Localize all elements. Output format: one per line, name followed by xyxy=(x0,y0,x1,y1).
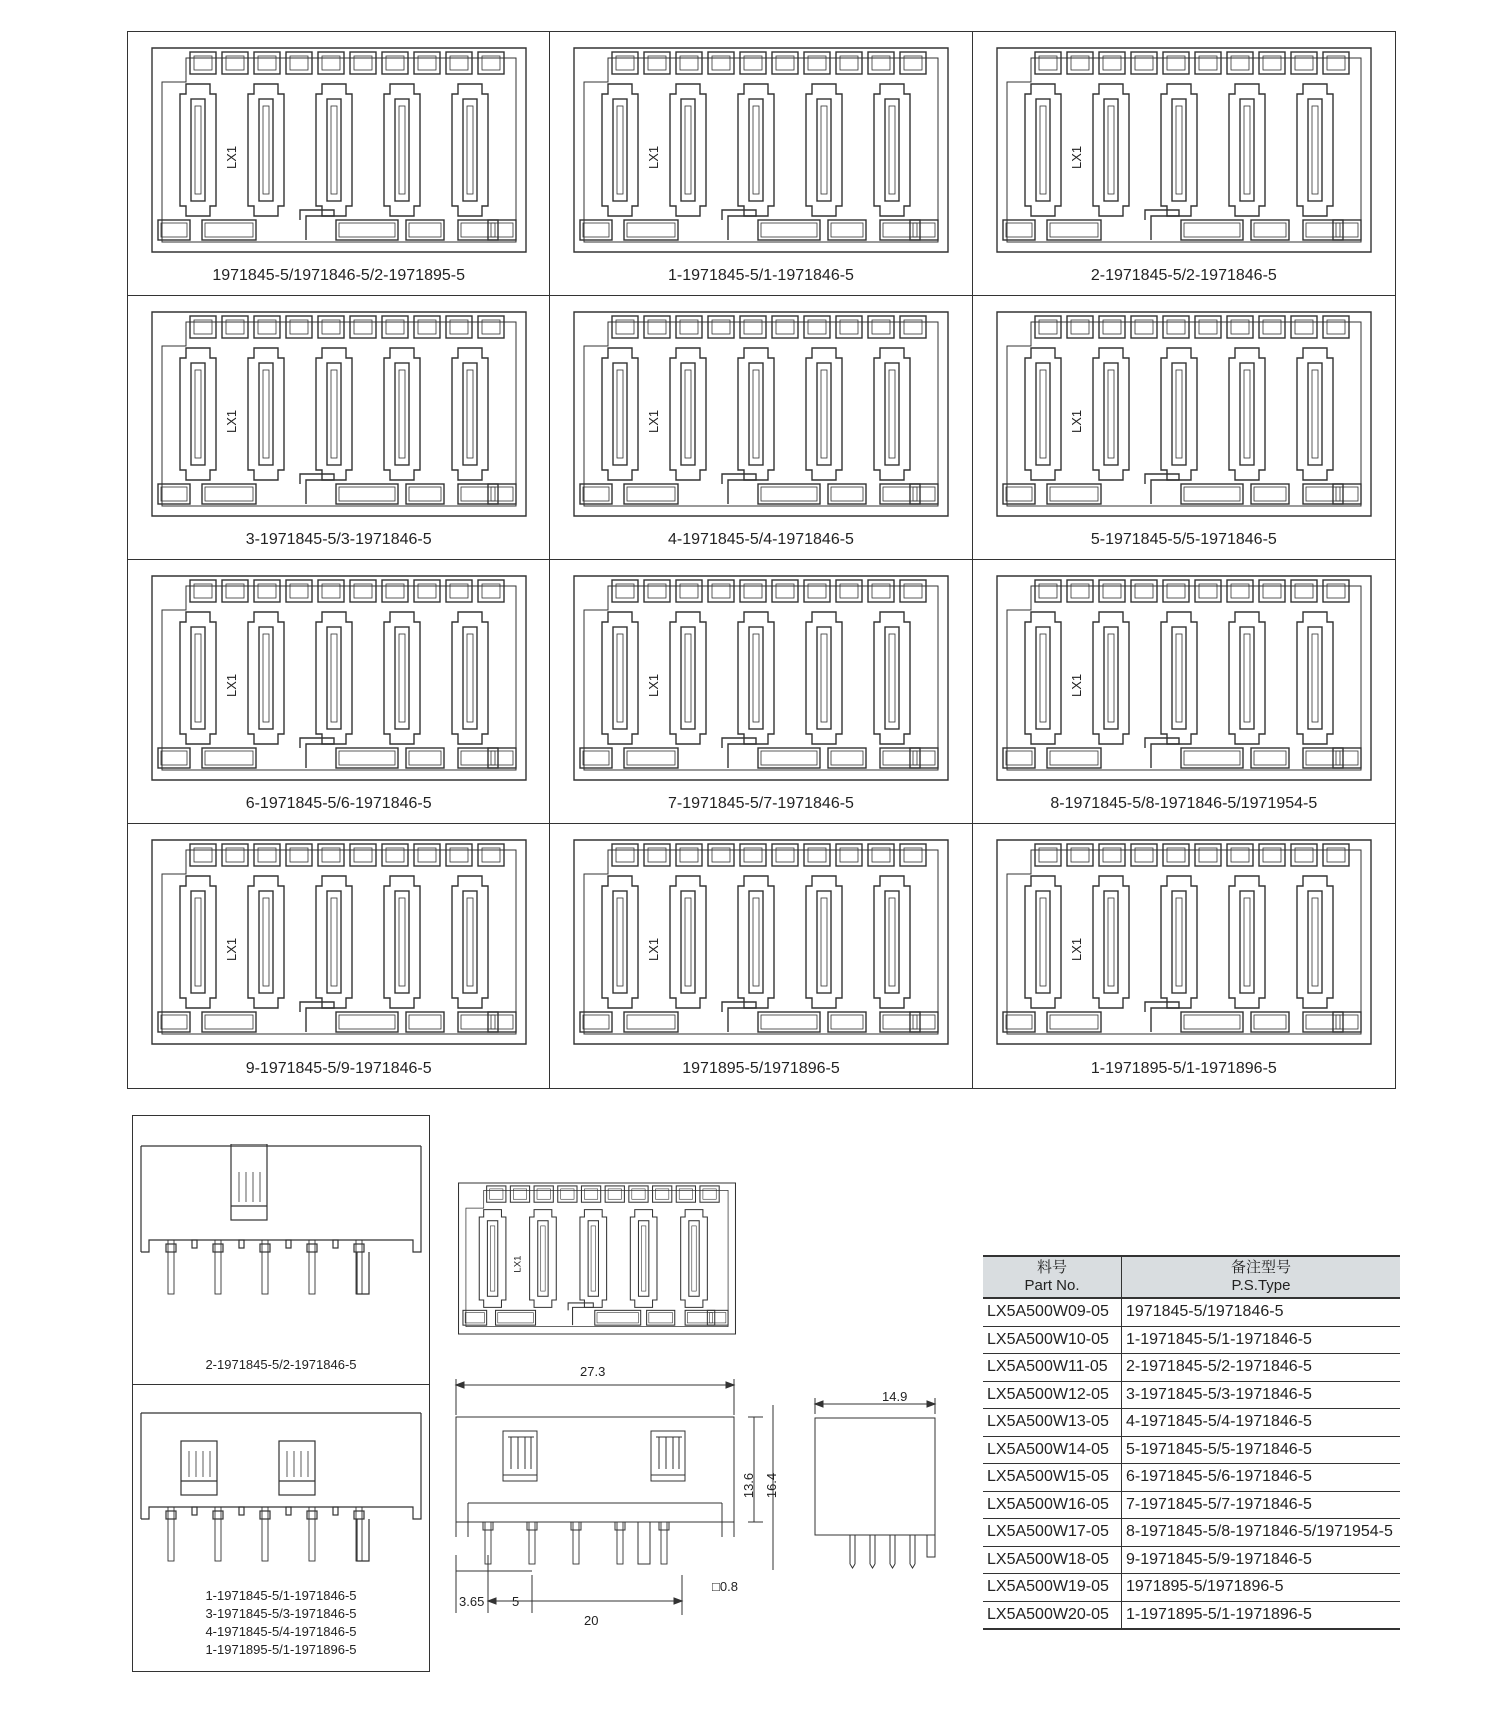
polarization-label: LX1 xyxy=(224,409,239,433)
diagram-cell xyxy=(128,32,550,296)
diagram-cell xyxy=(128,560,550,824)
diagram-caption: 6-1971845-5/6-1971846-5 xyxy=(245,795,432,812)
connector-grid xyxy=(127,31,1396,1089)
table-row xyxy=(983,1491,1400,1519)
diagram-caption: 8-1971845-5/8-1971846-5/1971954-5 xyxy=(1050,795,1318,812)
connector-top-view xyxy=(995,572,1373,784)
parts-table xyxy=(983,1255,1400,1630)
table-row xyxy=(983,1354,1400,1382)
part-no-cell: LX5A500W16-05 xyxy=(983,1491,1122,1519)
polarization-label: LX1 xyxy=(646,145,662,169)
diagram-caption: 1-1971895-5/1-1971896-5 xyxy=(1090,1060,1277,1077)
side-view-caption: 2-1971845-5/2-1971846-5 xyxy=(205,1357,357,1372)
part-no-cell: LX5A500W15-05 xyxy=(983,1464,1122,1492)
ps-type-cell: 3-1971845-5/3-1971846-5 xyxy=(1122,1381,1401,1409)
polarization-label: LX1 xyxy=(224,673,239,697)
polarization-label: LX1 xyxy=(646,673,662,697)
diagram-caption: 5-1971845-5/5-1971846-5 xyxy=(1090,531,1277,548)
side-view-caption: 4-1971845-5/4-1971846-5 xyxy=(205,1624,357,1639)
center-top-view xyxy=(457,1180,737,1337)
ps-type-cell: 5-1971845-5/5-1971846-5 xyxy=(1122,1436,1401,1464)
table-row xyxy=(983,1326,1400,1354)
connector-top-view xyxy=(572,572,950,784)
side-view-caption: 1-1971845-5/1-1971846-5 xyxy=(205,1588,357,1603)
diagram-caption: 2-1971845-5/2-1971846-5 xyxy=(1090,267,1277,284)
diagram-cell xyxy=(550,824,972,1088)
ps-type-cell: 1-1971895-5/1-1971896-5 xyxy=(1122,1601,1401,1629)
ps-type-cell: 7-1971845-5/7-1971846-5 xyxy=(1122,1491,1401,1519)
polarization-label: LX1 xyxy=(1068,673,1084,697)
dim-width: 27.3 xyxy=(580,1364,606,1379)
dim-height-body: 13.6 xyxy=(741,1472,757,1499)
connector-top-view xyxy=(995,308,1373,520)
polarization-label: LX1 xyxy=(512,1255,524,1273)
table-row xyxy=(983,1464,1400,1492)
connector-top-view xyxy=(150,308,528,520)
connector-top-view xyxy=(572,44,950,256)
diagram-caption: 4-1971845-5/4-1971846-5 xyxy=(668,531,854,548)
diagram-caption: 1971845-5/1971846-5/2-1971895-5 xyxy=(212,267,465,284)
table-row xyxy=(983,1381,1400,1409)
ps-type-cell: 2-1971845-5/2-1971846-5 xyxy=(1122,1354,1401,1382)
table-row xyxy=(983,1601,1400,1629)
polarization-label: LX1 xyxy=(646,937,662,961)
parts-table-header xyxy=(983,1256,1400,1298)
part-no-cell: LX5A500W09-05 xyxy=(983,1298,1122,1326)
polarization-label: LX1 xyxy=(1068,409,1084,433)
diagram-caption: 9-1971845-5/9-1971846-5 xyxy=(245,1060,432,1077)
polarization-label: LX1 xyxy=(224,937,239,961)
connector-top-view xyxy=(572,308,950,520)
diagram-cell xyxy=(973,824,1395,1088)
diagram-cell xyxy=(128,824,550,1088)
table-row xyxy=(983,1546,1400,1574)
ps-type-cell: 1971845-5/1971846-5 xyxy=(1122,1298,1401,1326)
dim-pitch: 5 xyxy=(512,1594,520,1609)
ps-type-cell: 9-1971845-5/9-1971846-5 xyxy=(1122,1546,1401,1574)
side-view-caption: 3-1971845-5/3-1971846-5 xyxy=(205,1606,357,1621)
side-view-caption-list xyxy=(133,1587,429,1659)
connector-top-view xyxy=(995,836,1373,1048)
polarization-label: LX1 xyxy=(1068,937,1084,961)
ps-type-cell: 4-1971845-5/4-1971846-5 xyxy=(1122,1409,1401,1437)
side-view-drawing xyxy=(139,1411,425,1606)
diagram-caption: 3-1971845-5/3-1971846-5 xyxy=(245,531,432,548)
dim-span: 20 xyxy=(584,1613,599,1628)
ps-type-cell: 1-1971845-5/1-1971846-5 xyxy=(1122,1326,1401,1354)
part-no-cell: LX5A500W12-05 xyxy=(983,1381,1122,1409)
part-no-cell: LX5A500W20-05 xyxy=(983,1601,1122,1629)
diagram-caption: 1971895-5/1971896-5 xyxy=(682,1060,840,1077)
header-part-no: 料号 Part No. xyxy=(983,1256,1122,1298)
diagram-caption: 7-1971845-5/7-1971846-5 xyxy=(668,795,854,812)
diagram-cell xyxy=(973,296,1395,560)
dim-pin-offset: 3.65 xyxy=(459,1594,485,1609)
side-view-caption: 1-1971895-5/1-1971896-5 xyxy=(205,1642,357,1657)
end-view-dimensioned xyxy=(775,1388,955,1598)
ps-type-cell: 6-1971845-5/6-1971846-5 xyxy=(1122,1464,1401,1492)
table-row xyxy=(983,1436,1400,1464)
diagram-cell xyxy=(550,32,972,296)
part-no-cell: LX5A500W14-05 xyxy=(983,1436,1122,1464)
part-no-cell: LX5A500W19-05 xyxy=(983,1574,1122,1602)
table-row xyxy=(983,1409,1400,1437)
connector-top-view xyxy=(995,44,1373,256)
dim-height-total: 16.4 xyxy=(764,1472,780,1499)
diagram-cell xyxy=(973,560,1395,824)
part-no-cell: LX5A500W13-05 xyxy=(983,1409,1122,1437)
diagram-cell xyxy=(128,296,550,560)
diagram-cell xyxy=(973,32,1395,296)
polarization-label: LX1 xyxy=(1068,145,1084,169)
polarization-label: LX1 xyxy=(646,409,662,433)
side-view-double-latch xyxy=(132,1384,430,1672)
diagram-cell xyxy=(550,560,972,824)
ps-type-cell: 1971895-5/1971896-5 xyxy=(1122,1574,1401,1602)
connector-top-view xyxy=(150,572,528,784)
part-no-cell: LX5A500W17-05 xyxy=(983,1519,1122,1547)
connector-top-view xyxy=(572,836,950,1048)
polarization-label: LX1 xyxy=(224,145,239,169)
front-view-dimensioned xyxy=(448,1375,778,1645)
ps-type-cell: 8-1971845-5/8-1971846-5/1971954-5 xyxy=(1122,1519,1401,1547)
diagram-cell xyxy=(550,296,972,560)
connector-top-view xyxy=(150,836,528,1048)
connector-top-view xyxy=(150,44,528,256)
diagram-caption: 1-1971845-5/1-1971846-5 xyxy=(668,267,854,284)
part-no-cell: LX5A500W10-05 xyxy=(983,1326,1122,1354)
table-row xyxy=(983,1298,1400,1326)
part-no-cell: LX5A500W11-05 xyxy=(983,1354,1122,1382)
side-view-drawing xyxy=(139,1144,425,1339)
part-no-cell: LX5A500W18-05 xyxy=(983,1546,1122,1574)
header-ps-type: 备注型号 P.S.Type xyxy=(1122,1256,1401,1298)
side-view-single-latch xyxy=(132,1115,430,1385)
table-row xyxy=(983,1519,1400,1547)
dim-depth: 14.9 xyxy=(882,1389,908,1404)
table-row xyxy=(983,1574,1400,1602)
dim-pin-square: □0.8 xyxy=(712,1579,738,1594)
